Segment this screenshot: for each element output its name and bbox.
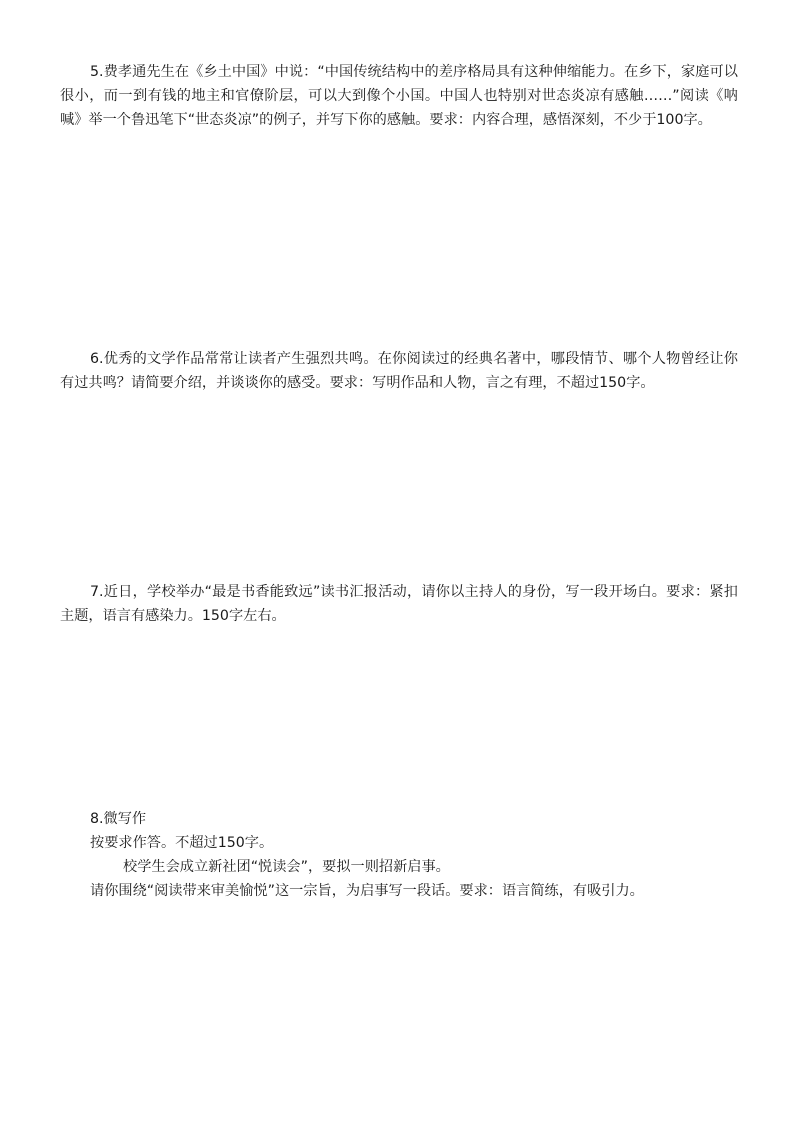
question-5	[60, 60, 738, 132]
question-8-prompt: 请你围绕“阅读带来审美愉悦”这一宗旨，为启事写一段话。要求：语言简练，有吸引力。	[90, 883, 644, 899]
question-6-number: 6.	[90, 351, 104, 367]
question-5-body: 费孝通先生在《乡土中国》中说：“中国传统结构中的差序格局具有这种伸缩能力。在乡下，家庭可以很小，而一到有钱的地主和官僚阶层，可以大到像个小国。中国人也特别对世态炎凉有感触……”阅读《呐喊》举一个鲁迅笔下“世态炎凉”的例子，并写下你的感触。要求：内容合理，感悟深刻，不少于100字。	[60, 64, 738, 128]
question-8	[60, 807, 738, 903]
question-6-text	[60, 347, 738, 395]
question-5-text	[60, 60, 738, 132]
question-8-title: 微写作	[103, 811, 147, 827]
question-7-number: 7.	[90, 584, 104, 600]
question-7-text	[60, 580, 738, 628]
question-8-instruction: 按要求作答。不超过150字。	[90, 835, 274, 851]
question-7	[60, 580, 738, 628]
question-8-number: 8.	[90, 811, 104, 827]
question-5-number: 5.	[90, 64, 104, 80]
question-7-body: 近日，学校举办“最是书香能致远”读书汇报活动，请你以主持人的身份，写一段开场白。要求：紧扣主题，语言有感染力。150字左右。	[60, 584, 738, 624]
question-8-heading	[60, 807, 738, 831]
question-6	[60, 347, 738, 395]
question-6-body: 优秀的文学作品常常让读者产生强烈共鸣。在你阅读过的经典名著中，哪段情节、哪个人物曾经让你有过共鸣？请简要介绍，并谈谈你的感受。要求：写明作品和人物，言之有理，不超过150字。	[60, 351, 738, 391]
question-8-context: 校学生会成立新社团“悦读会”，要拟一则招新启事。	[123, 859, 450, 875]
